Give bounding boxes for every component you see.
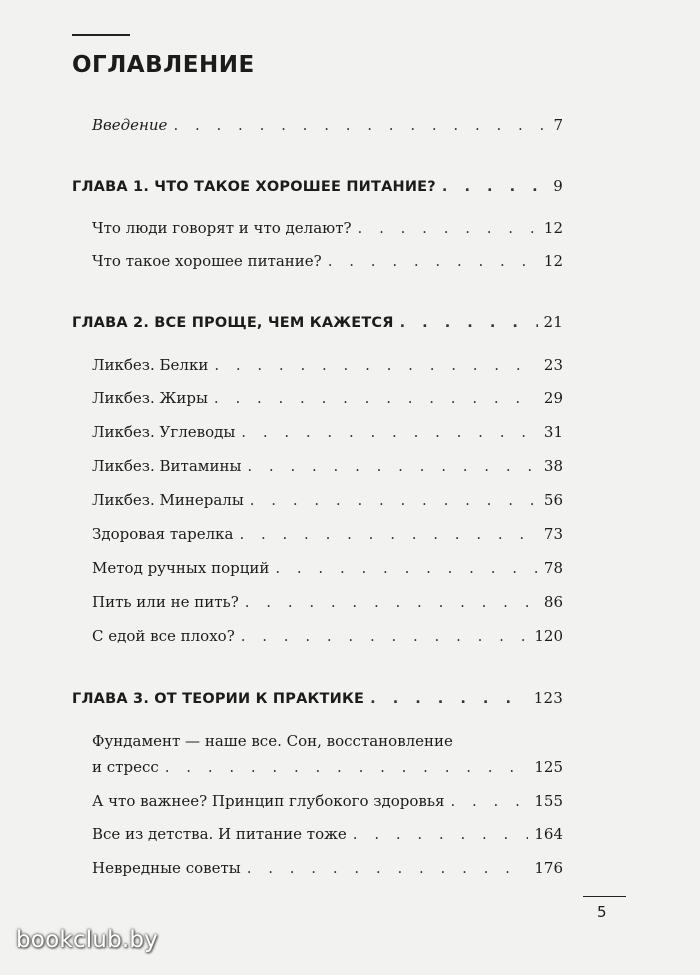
toc-entry-page: 12	[543, 219, 563, 237]
dot-leader	[250, 490, 538, 510]
chapter-title: ГЛАВА 2. ВСЕ ПРОЩЕ, ЧЕМ КАЖЕТСЯ	[72, 315, 394, 331]
dot-leader	[400, 313, 538, 333]
toc-entry-title: Ликбез. Витамины	[92, 457, 242, 475]
toc-entry[interactable]	[92, 592, 563, 612]
toc-entry-title: и стресс	[92, 758, 159, 776]
dot-leader	[353, 824, 529, 844]
toc-entry-page: 73	[543, 525, 563, 543]
dot-leader	[328, 251, 538, 271]
toc-entry[interactable]	[92, 524, 563, 544]
toc-entry[interactable]	[92, 422, 563, 442]
toc-entry-page: 176	[534, 859, 563, 877]
toc-entry-title: Введение	[92, 116, 168, 134]
toc-entry[interactable]	[92, 858, 563, 878]
toc-entry-title: Ликбез. Углеводы	[92, 423, 236, 441]
toc-entry-title: Невредные советы	[92, 859, 241, 877]
toc-entry-page: 164	[534, 825, 563, 843]
dot-leader	[245, 592, 538, 612]
watermark: bookclub.by	[16, 927, 158, 953]
toc-heading: ОГЛАВЛЕНИЕ	[72, 52, 255, 78]
toc-entry-page: 7	[553, 116, 563, 134]
toc-entry[interactable]	[92, 791, 563, 811]
dot-leader	[241, 626, 529, 646]
toc-entry-page: 31	[543, 423, 563, 441]
toc-entry[interactable]	[92, 490, 563, 510]
toc-entry-title: Ликбез. Белки	[92, 356, 209, 374]
toc-entry-title: Ликбез. Жиры	[92, 389, 208, 407]
dot-leader	[275, 558, 538, 578]
toc-chapter-3[interactable]	[72, 688, 563, 709]
toc-entry[interactable]	[92, 626, 563, 646]
chapter-page: 123	[533, 689, 563, 707]
top-rule	[72, 34, 130, 36]
dot-leader	[358, 218, 538, 238]
toc-entry-page: 23	[543, 356, 563, 374]
toc-entry-page: 120	[534, 627, 563, 645]
toc-entry-page: 125	[534, 758, 563, 776]
dot-leader	[214, 388, 538, 408]
chapter-title: ГЛАВА 3. ОТ ТЕОРИИ К ПРАКТИКЕ	[72, 691, 365, 707]
dot-leader	[239, 524, 537, 544]
toc-entry-page: 12	[543, 252, 563, 270]
toc-entry-page: 155	[534, 792, 563, 810]
toc-entry-title: А что важнее? Принцип глубокого здоровья	[92, 792, 445, 810]
toc-entry-page: 86	[543, 593, 563, 611]
chapter-title: ГЛАВА 1. ЧТО ТАКОЕ ХОРОШЕЕ ПИТАНИЕ?	[72, 179, 436, 195]
toc-entry[interactable]	[92, 218, 563, 238]
toc-entry-intro[interactable]	[92, 115, 563, 135]
toc-chapter-2[interactable]	[72, 312, 563, 333]
toc-entry-page: 56	[543, 491, 563, 509]
toc-chapter-1[interactable]	[72, 176, 563, 197]
toc-entry[interactable]	[92, 824, 563, 844]
toc-entry[interactable]	[92, 757, 563, 777]
dot-leader	[247, 858, 529, 878]
toc-entry-title: Пить или не пить?	[92, 593, 239, 611]
toc-entry-page: 29	[543, 389, 563, 407]
toc-entry-page: 38	[543, 457, 563, 475]
dot-leader	[214, 355, 538, 375]
dot-leader	[370, 689, 528, 709]
toc-entry-page: 78	[543, 559, 563, 577]
toc-entry[interactable]	[92, 251, 563, 271]
toc-entry-title: Ликбез. Минералы	[92, 491, 244, 509]
chapter-page: 9	[553, 177, 563, 195]
toc-entry-title: Что такое хорошее питание?	[92, 252, 322, 270]
toc-entry-title: Здоровая тарелка	[92, 525, 234, 543]
toc-entry-first-line[interactable]: Фундамент — наше все. Сон, восстановление	[92, 732, 453, 750]
page-number: 5	[597, 903, 607, 921]
toc-entry-title: С едой все плохо?	[92, 627, 235, 645]
dot-leader	[241, 422, 538, 442]
dot-leader	[173, 115, 547, 135]
toc-entry[interactable]	[92, 388, 563, 408]
toc-entry-title: Метод ручных порций	[92, 559, 270, 577]
toc-entry[interactable]	[92, 558, 563, 578]
toc-entry-title: Все из детства. И питание тоже	[92, 825, 347, 843]
toc-entry-title: Что люди говорят и что делают?	[92, 219, 352, 237]
dot-leader	[442, 177, 547, 197]
toc-entry[interactable]	[92, 456, 563, 476]
dot-leader	[450, 791, 528, 811]
page-number-rule	[583, 896, 626, 897]
chapter-page: 21	[543, 313, 563, 331]
dot-leader	[165, 757, 529, 777]
toc-entry[interactable]	[92, 355, 563, 375]
dot-leader	[247, 456, 538, 476]
